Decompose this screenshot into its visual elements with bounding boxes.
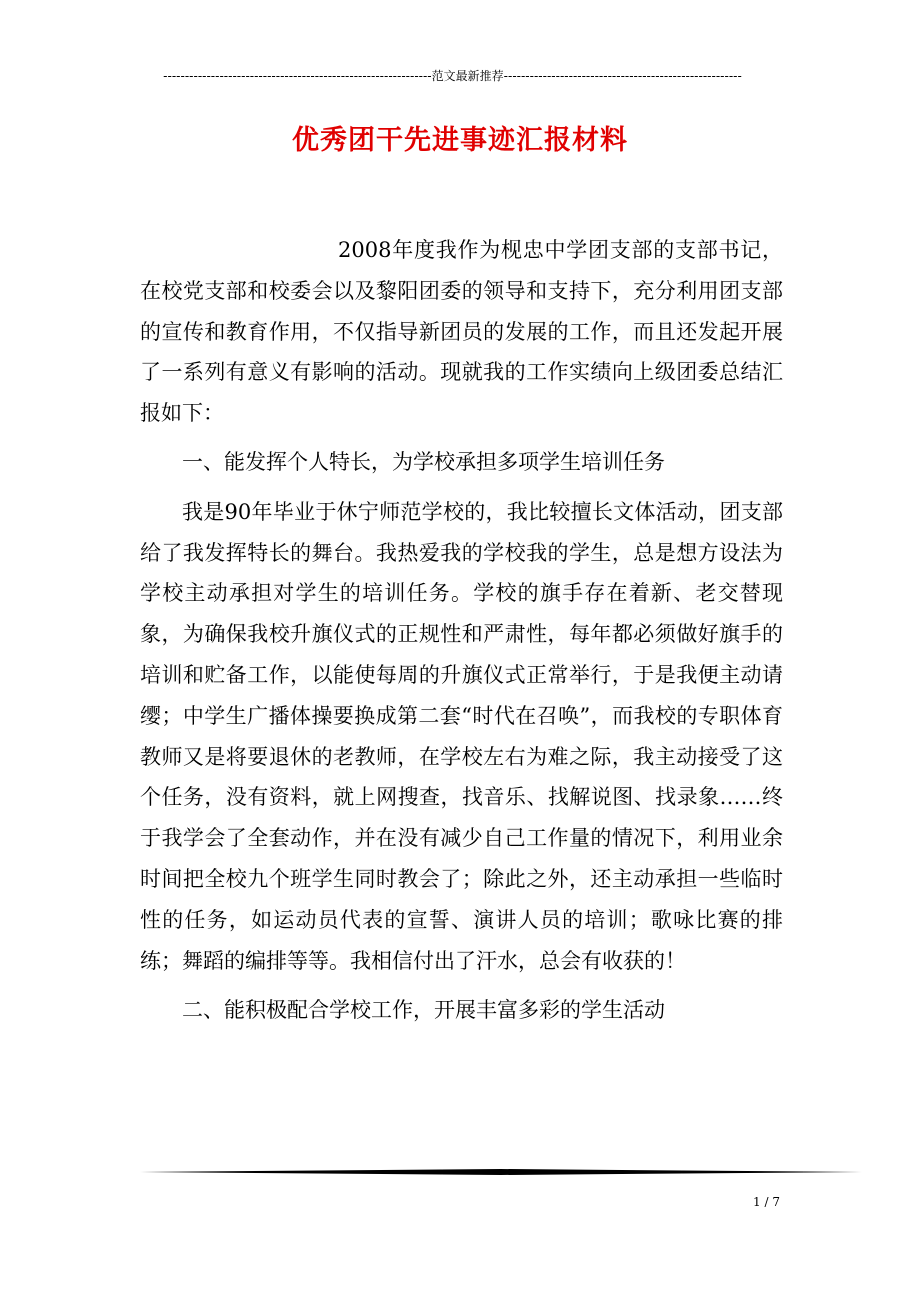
document-title: 优秀团干先进事迹汇报材料 xyxy=(292,125,628,156)
footer-rule xyxy=(140,1169,862,1175)
header-label: 范文最新推荐 xyxy=(431,69,504,83)
header-dashes-left: -------------------------------------------------------------- xyxy=(163,69,432,83)
intro-paragraph: 2008年度我作为枧忠中学团支部的支部书记，在校党支部和校委会以及黎阳团委的领导和支持下，充分利用团支部的宣传和教育作用，不仅指导新团员的发展的工作，而且还发起开展了一系列有意义有影响的活动。现就我的工作实绩向上级团委总结汇报如下： xyxy=(140,238,783,426)
section-heading-1: 一、能发挥个人特长，为学校承担多项学生培训任务 xyxy=(182,450,665,475)
page-header xyxy=(140,64,765,88)
section-1-paragraph: 我是90年毕业于休宁师范学校的，我比较擅长文体活动，团支部给了我发挥特长的舞台。我热爱我的学校我的学生，总是想方设法为学校主动承担对学生的培训任务。学校的旗手存在着新、老交替现象，为确保我校升旗仪式的正规性和严肃性，每年都必须做好旗手的培训和贮备工作，以能使每周的升旗仪式正常举行，于是我便主动请缨；中学生广播体操要换成第二套“时代在召唤”，而我校的专职体育教师又是将要退休的老教师，在学校左右为难之际，我主动接受了这个任务，没有资料，就上网搜查，找音乐、找解说图、找录象……终于我学会了全套动作，并在没有减少自己工作量的情况下，利用业余时间把全校九个班学生同时教会了；除此之外，还主动承担一些临时性的任务，如运动员代表的宣誓、演讲人员的培训；歌咏比赛的排练；舞蹈的编排等等。我相信付出了汗水，总会有收获的！ xyxy=(140,499,783,973)
page-number: 1 / 7 xyxy=(753,1195,780,1209)
header-dashes-right: ------------------------------------------------------- xyxy=(503,69,742,83)
document-body xyxy=(140,230,783,1039)
section-heading-2: 二、能积极配合学校工作，开展丰富多彩的学生活动 xyxy=(182,997,665,1022)
